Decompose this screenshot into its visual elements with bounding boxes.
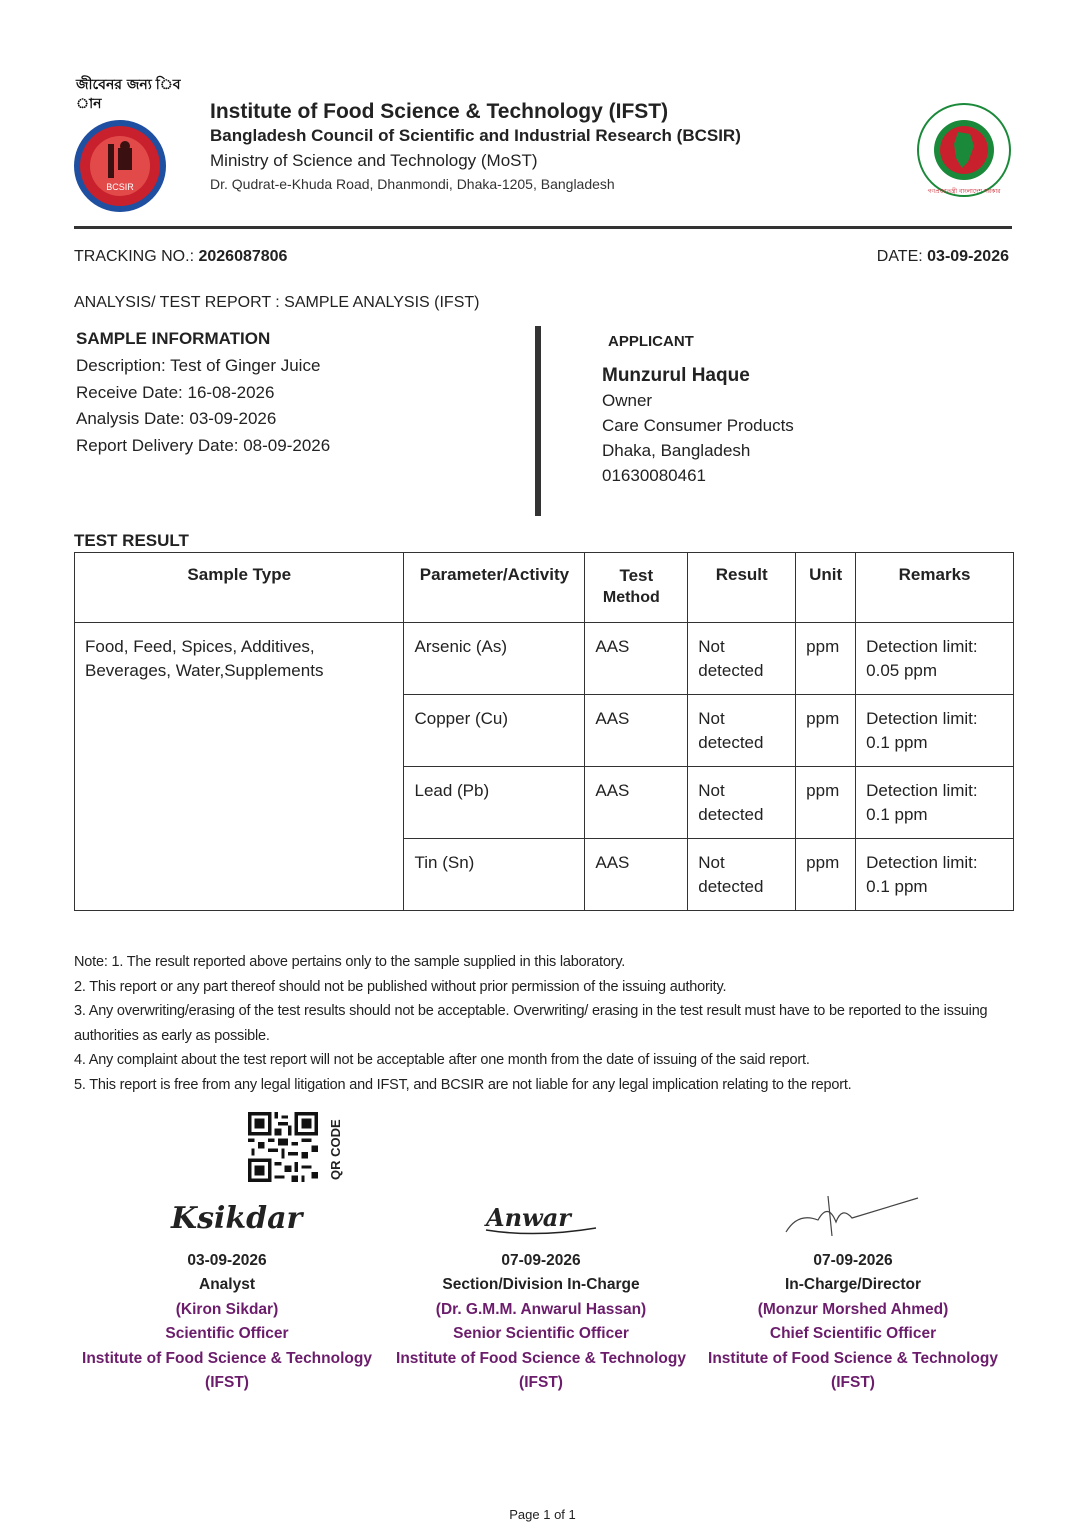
method-cell: AAS bbox=[585, 767, 688, 839]
col-parameter: Parameter/Activity bbox=[404, 553, 585, 623]
svg-text:Anwar: Anwar bbox=[486, 1203, 571, 1232]
date-value: 03-09-2026 bbox=[927, 248, 1009, 265]
remarks-line1: Detection limit: bbox=[866, 637, 978, 656]
sign-role: Section/Division In-Charge bbox=[442, 1276, 640, 1293]
header-divider bbox=[74, 226, 1012, 229]
sign-role: Analyst bbox=[199, 1276, 255, 1293]
test-result-table bbox=[74, 552, 1014, 911]
sign-date: 07-09-2026 bbox=[501, 1251, 581, 1269]
qr-code-label: QR CODE bbox=[328, 1119, 343, 1180]
parameter-cell: Copper (Cu) bbox=[404, 695, 585, 767]
remarks-line2: 0.1 ppm bbox=[866, 877, 928, 896]
sign-date: 07-09-2026 bbox=[813, 1251, 893, 1269]
result-line2: detected bbox=[698, 733, 764, 752]
remarks-line2: 0.1 ppm bbox=[866, 805, 928, 824]
unit-cell: ppm bbox=[796, 695, 856, 767]
col-remarks: Remarks bbox=[856, 553, 1014, 623]
col-method-line2: Method bbox=[602, 589, 660, 606]
delivery-date: Report Delivery Date: 08-09-2026 bbox=[76, 436, 331, 455]
sample-type-cell bbox=[75, 623, 404, 911]
note-4: 4. Any complaint about the test report will not be acceptable after one month from the date of issuing of the said report. bbox=[74, 1052, 810, 1068]
sign-name: (Monzur Morshed Ahmed) bbox=[757, 1300, 949, 1318]
method-cell: AAS bbox=[585, 623, 688, 695]
tracking-label: TRACKING NO.: bbox=[74, 248, 195, 265]
bcsir-logo bbox=[72, 118, 168, 214]
sign-designation: Chief Scientific Officer bbox=[769, 1325, 937, 1342]
sample-type-line2: Beverages, Water,Supplements bbox=[85, 661, 324, 680]
note-3: 3. Any overwriting/erasing of the test results should not be acceptable. Overwriting/ erasing in the test result must have to be reported to the issuing authorities as early as possible. bbox=[74, 1003, 988, 1044]
applicant-phone: 01630080461 bbox=[602, 466, 707, 485]
remarks-cell bbox=[856, 839, 1014, 911]
sign-designation: Scientific Officer bbox=[165, 1325, 289, 1342]
parameter-cell: Lead (Pb) bbox=[404, 767, 585, 839]
col-sample-type: Sample Type bbox=[75, 553, 404, 623]
remarks-line1: Detection limit: bbox=[866, 781, 978, 800]
remarks-cell bbox=[856, 695, 1014, 767]
applicant-name: Munzurul Haque bbox=[602, 365, 750, 386]
note-1: Note: 1. The result reported above pertains only to the sample supplied in this laboratory. bbox=[74, 954, 626, 970]
sign-name: (Dr. G.M.M. Anwarul Hassan) bbox=[435, 1300, 647, 1318]
sign-abbr: (IFST) bbox=[519, 1374, 563, 1391]
sample-description: Description: Test of Ginger Juice bbox=[76, 356, 321, 375]
svg-text:গণপ্রজাতন্ত্রী বাংলাদেশ সরকার: গণপ্রজাতন্ত্রী বাংলাদেশ সরকার bbox=[927, 188, 1001, 195]
remarks-line2: 0.05 ppm bbox=[866, 661, 938, 680]
table-row bbox=[75, 623, 1014, 695]
sign-date: 03-09-2026 bbox=[187, 1251, 267, 1269]
sample-type-line1: Food, Feed, Spices, Additives, bbox=[85, 637, 315, 656]
method-cell: AAS bbox=[585, 839, 688, 911]
result-line1: Not bbox=[698, 709, 725, 728]
unit-cell: ppm bbox=[796, 767, 856, 839]
sign-name: (Kiron Sikdar) bbox=[175, 1300, 279, 1318]
result-line1: Not bbox=[698, 637, 725, 656]
tracking-number bbox=[74, 248, 287, 266]
analysis-date: Analysis Date: 03-09-2026 bbox=[76, 409, 277, 428]
unit-cell: ppm bbox=[796, 839, 856, 911]
ministry-name: Ministry of Science and Technology (MoST) bbox=[210, 151, 538, 170]
unit-cell: ppm bbox=[796, 623, 856, 695]
page-number: Page 1 of 1 bbox=[509, 1507, 576, 1522]
col-unit: Unit bbox=[796, 553, 856, 623]
date-label: DATE: bbox=[876, 248, 923, 265]
signature-section-incharge bbox=[476, 1192, 606, 1240]
sign-abbr: (IFST) bbox=[205, 1374, 249, 1391]
parameter-cell: Arsenic (As) bbox=[404, 623, 585, 695]
parameter-cell: Tin (Sn) bbox=[404, 839, 585, 911]
result-cell bbox=[688, 767, 796, 839]
sign-abbr: (IFST) bbox=[831, 1374, 875, 1391]
applicant-location: Dhaka, Bangladesh bbox=[602, 441, 751, 460]
col-result: Result bbox=[688, 553, 796, 623]
remarks-line2: 0.1 ppm bbox=[866, 733, 928, 752]
sign-institute: Institute of Food Science & Technology bbox=[396, 1349, 686, 1367]
signature-analyst bbox=[167, 1192, 303, 1240]
sign-role: In-Charge/Director bbox=[784, 1276, 922, 1293]
info-divider bbox=[535, 326, 541, 516]
report-type: ANALYSIS/ TEST REPORT : SAMPLE ANALYSIS (IFST) bbox=[74, 294, 480, 311]
col-method bbox=[585, 553, 688, 623]
result-cell bbox=[688, 623, 796, 695]
report-date bbox=[877, 248, 1009, 266]
result-line1: Not bbox=[698, 853, 725, 872]
table-header-row bbox=[75, 553, 1014, 623]
sign-designation: Senior Scientific Officer bbox=[453, 1325, 629, 1342]
result-line1: Not bbox=[698, 781, 725, 800]
signatory-section-incharge bbox=[391, 1192, 691, 1396]
col-method-line1: Test bbox=[619, 566, 654, 585]
sign-institute: Institute of Food Science & Technology bbox=[82, 1349, 372, 1367]
signatory-director bbox=[703, 1192, 1003, 1396]
result-line2: detected bbox=[698, 661, 764, 680]
applicant-role: Owner bbox=[602, 391, 653, 410]
institute-title: Institute of Food Science & Technology (IFST) bbox=[210, 100, 669, 123]
remarks-cell bbox=[856, 767, 1014, 839]
remarks-cell bbox=[856, 623, 1014, 695]
svg-text:BCSIR: BCSIR bbox=[106, 182, 134, 192]
receive-date: Receive Date: 16-08-2026 bbox=[76, 383, 275, 402]
test-result-title: TEST RESULT bbox=[74, 531, 189, 550]
result-line2: detected bbox=[698, 805, 764, 824]
sign-institute: Institute of Food Science & Technology bbox=[708, 1349, 998, 1367]
result-cell bbox=[688, 839, 796, 911]
result-cell bbox=[688, 695, 796, 767]
government-seal bbox=[916, 102, 1012, 198]
note-5: 5. This report is free from any legal litigation and IFST, and BCSIR are not liable for any legal implication relating to the report. bbox=[74, 1076, 852, 1093]
signatory-analyst bbox=[77, 1192, 377, 1396]
bangla-motto: জীবেনর জন্য িব ান bbox=[76, 77, 181, 112]
svg-text:Ksikdar: Ksikdar bbox=[171, 1201, 303, 1236]
tracking-value: 2026087806 bbox=[198, 248, 288, 265]
sample-info-title: SAMPLE INFORMATION bbox=[76, 329, 271, 348]
remarks-line1: Detection limit: bbox=[866, 709, 978, 728]
result-line2: detected bbox=[698, 877, 764, 896]
remarks-line1: Detection limit: bbox=[866, 853, 978, 872]
note-2: 2. This report or any part thereof should not be published without prior permission of the issuing authority. bbox=[74, 978, 727, 995]
applicant-company: Care Consumer Products bbox=[602, 416, 794, 435]
council-name: Bangladesh Council of Scientific and Industrial Research (BCSIR) bbox=[210, 126, 741, 145]
notes bbox=[74, 950, 1019, 1097]
institute-address: Dr. Qudrat-e-Khuda Road, Dhanmondi, Dhaka-1205, Bangladesh bbox=[210, 176, 615, 192]
signature-director bbox=[778, 1192, 928, 1240]
qr-code bbox=[248, 1112, 318, 1182]
applicant-title: APPLICANT bbox=[608, 333, 694, 350]
method-cell: AAS bbox=[585, 695, 688, 767]
